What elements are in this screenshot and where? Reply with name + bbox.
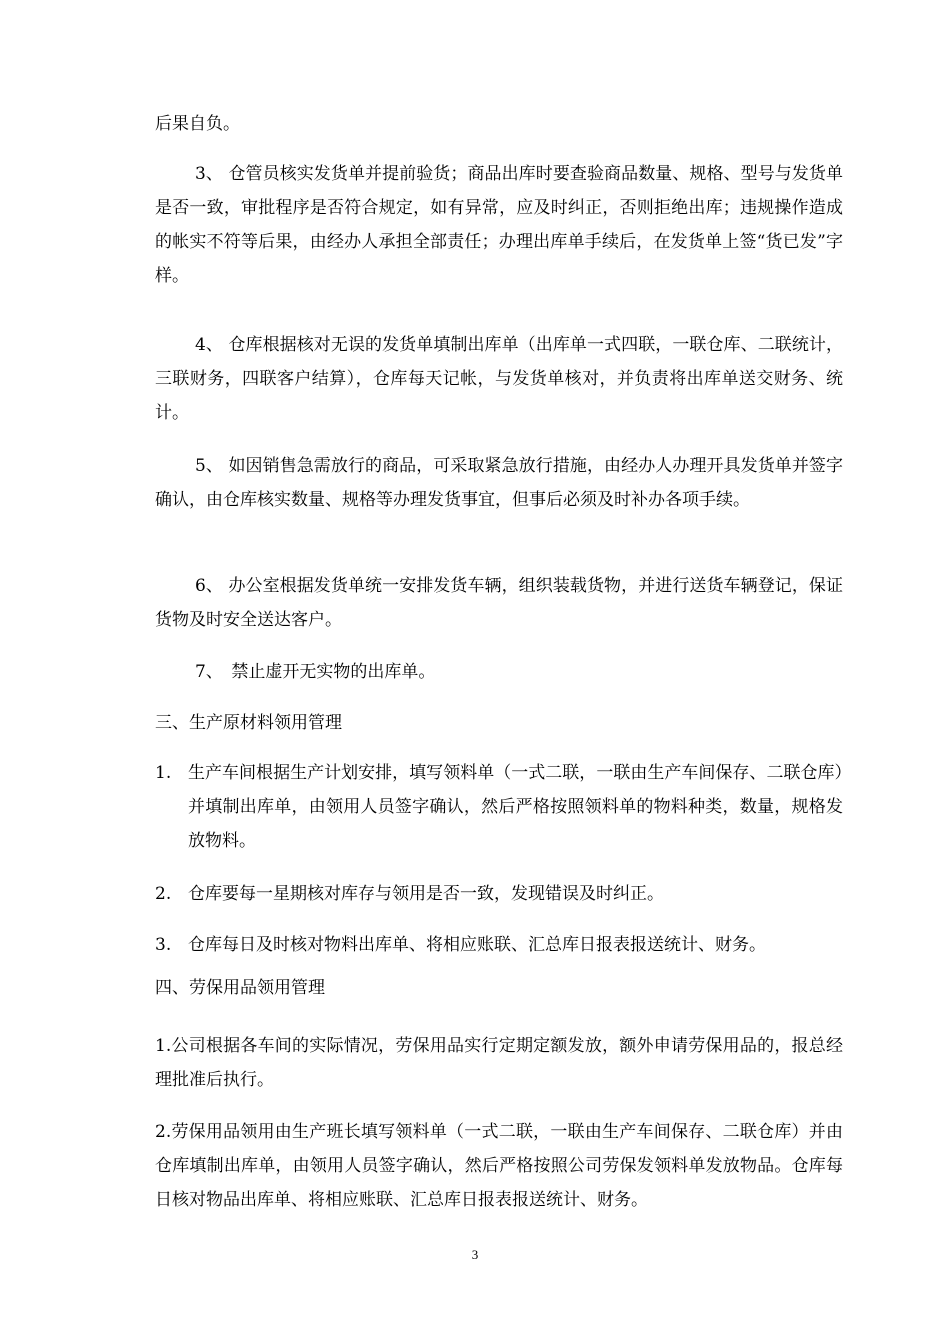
paragraph-item-3: 3、 仓管员核实发货单并提前验货；商品出库时要查验商品数量、规格、型号与发货单是否一致，审批程序是否符合规定，如有异常，应及时纠正，否则拒绝出库；违规操作造成的帐实不符等后果，由经办人承担全部责任；办理出库单手续后，在发货单上签“货已发”字样。 xyxy=(155,164,843,286)
paragraph-item-5: 5、 如因销售急需放行的商品，可采取紧急放行措施，由经办人办理开具发货单并签字确认，由仓库核实数量、规格等办理发货事宜，但事后必须及时补办各项手续。 xyxy=(155,456,843,510)
section-heading-3: 三、生产原材料领用管理 xyxy=(155,713,342,733)
list-number-3-1: 1. xyxy=(155,763,172,783)
list-number-3-3: 3. xyxy=(155,935,172,955)
list-item-3-2: 仓库要每一星期核对库存与领用是否一致，发现错误及时纠正。 xyxy=(188,884,664,904)
paragraph-item-4: 4、 仓库根据核对无误的发货单填制出库单（出库单一式四联，一联仓库、二联统计，三联财务，四联客户结算），仓库每天记帐，与发货单核对，并负责将出库单送交财务、统计。 xyxy=(155,335,843,423)
paragraph-4-1: 1.公司根据各车间的实际情况，劳保用品实行定期定额发放，额外申请劳保用品的，报总经理批准后执行。 xyxy=(155,1036,843,1090)
list-item-3-3: 仓库每日及时核对物料出库单、将相应账联、汇总库日报表报送统计、财务。 xyxy=(188,935,766,955)
paragraph-item-6: 6、 办公室根据发货单统一安排发货车辆，组织装载货物，并进行送货车辆登记，保证货物及时安全送达客户。 xyxy=(155,576,843,630)
paragraph-carryover: 后果自负。 xyxy=(155,114,240,134)
page-number: 3 xyxy=(471,1247,479,1262)
list-item-3-1: 生产车间根据生产计划安排，填写领料单（一式二联，一联由生产车间保存、二联仓库）并填制出库单，由领用人员签字确认，然后严格按照领料单的物料种类，数量，规格发放物料。 xyxy=(188,763,843,851)
paragraph-4-2: 2.劳保用品领用由生产班长填写领料单（一式二联，一联由生产车间保存、二联仓库）并由仓库填制出库单，由领用人员签字确认，然后严格按照公司劳保发领料单发放物品。仓库每日核对物品出库单、将相应账联、汇总库日报表报送统计、财务。 xyxy=(155,1122,843,1210)
list-number-3-2: 2. xyxy=(155,884,172,904)
section-heading-4: 四、劳保用品领用管理 xyxy=(155,978,325,998)
paragraph-item-7: 7、 禁止虚开无实物的出库单。 xyxy=(195,662,436,682)
